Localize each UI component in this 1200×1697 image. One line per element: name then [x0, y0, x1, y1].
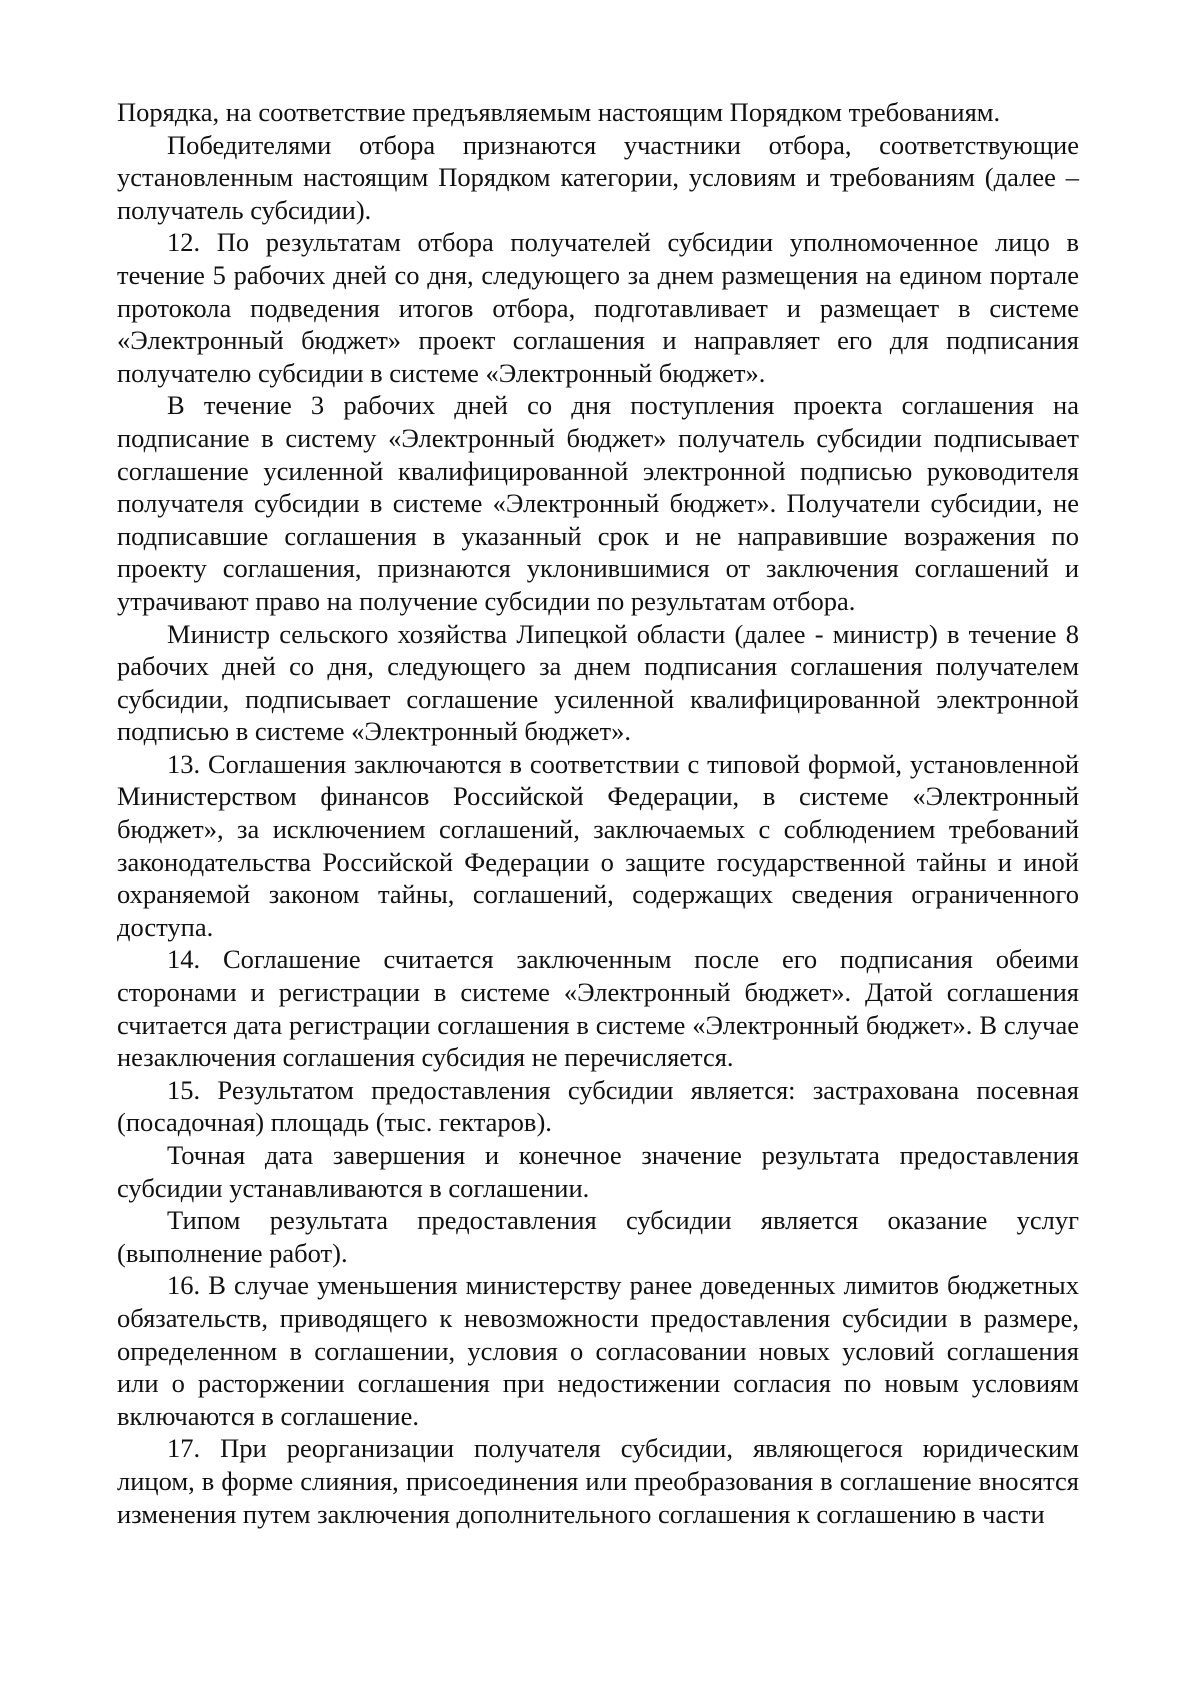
paragraph-result-type: Типом результата предоставления субсидии является оказание услуг (выполнение работ).: [117, 1205, 1079, 1268]
paragraph-result-date: Точная дата завершения и конечное значение результата предоставления субсидии устанавливаются в соглашении.: [117, 1140, 1079, 1203]
paragraph-signing-recipient: В течение 3 рабочих дней со дня поступления проекта соглашения на подписание в систему «Электронный бюджет» получатель субсидии подписывает соглашение усиленной квалифицированной электронной подписью руководителя получателя субсидии в системе «Электронный бюджет». Получатели субсидии, не подписавшие соглашения в указанный срок и не направившие возражения по проекту соглашения, признаются уклонившимися от заключения соглашений и утрачивают право на получение субсидии по результатам отбора.: [117, 390, 1079, 616]
paragraph-item-14: 14. Соглашение считается заключенным после его подписания обеими сторонами и регистрации в системе «Электронный бюджет». Датой соглашения считается дата регистрации соглашения в системе «Электронный бюджет». В случае незаключения соглашения субсидия не перечисляется.: [117, 944, 1079, 1073]
paragraph-item-12: 12. По результатам отбора получателей субсидии уполномоченное лицо в течение 5 рабочих дней со дня, следующего за днем размещения на едином портале протокола подведения итогов отбора, подготавливает и размещает в системе «Электронный бюджет» проект соглашения и направляет его для подписания получателю субсидии в системе «Электронный бюджет».: [117, 227, 1079, 388]
paragraph-item-16: 16. В случае уменьшения министерству ранее доведенных лимитов бюджетных обязательств, приводящего к невозможности предоставления субсидии в размере, определенном в соглашении, условия о согласовании новых условий соглашения или о расторжении соглашения при недостижении согласия по новым условиям включаются в соглашение.: [117, 1270, 1079, 1431]
paragraph-requirements-tail: Порядка, на соответствие предъявляемым настоящим Порядком требованиям.: [117, 97, 1001, 127]
paragraph-item-13: 13. Соглашения заключаются в соответствии с типовой формой, установленной Министерством финансов Российской Федерации, в системе «Электронный бюджет», за исключением соглашений, заключаемых с соблюдением требований законодательства Российской Федерации о защите государственной тайны и иной охраняемой законом тайны, соглашений, содержащих сведения ограниченного доступа.: [117, 748, 1079, 942]
paragraph-item-17: 17. При реорганизации получателя субсидии, являющегося юридическим лицом, в форме слияния, присоединения или преобразования в соглашение вносятся изменения путем заключения дополнительного соглашения к соглашению в части: [117, 1433, 1079, 1529]
paragraph-winners: Победителями отбора признаются участники отбора, соответствующие установленным настоящим Порядком категории, условиям и требованиям (далее – получатель субсидии).: [117, 129, 1079, 225]
paragraph-signing-minister: Министр сельского хозяйства Липецкой области (далее - министр) в течение 8 рабочих дней со дня, следующего за днем подписания соглашения получателем субсидии, подписывает соглашение усиленной квалифицированной электронной подписью в системе «Электронный бюджет».: [117, 618, 1079, 747]
document-page: [117, 96, 1079, 1530]
paragraph-item-15: 15. Результатом предоставления субсидии является: застрахована посевная (посадочная) площадь (тыс. гектаров).: [117, 1074, 1079, 1138]
